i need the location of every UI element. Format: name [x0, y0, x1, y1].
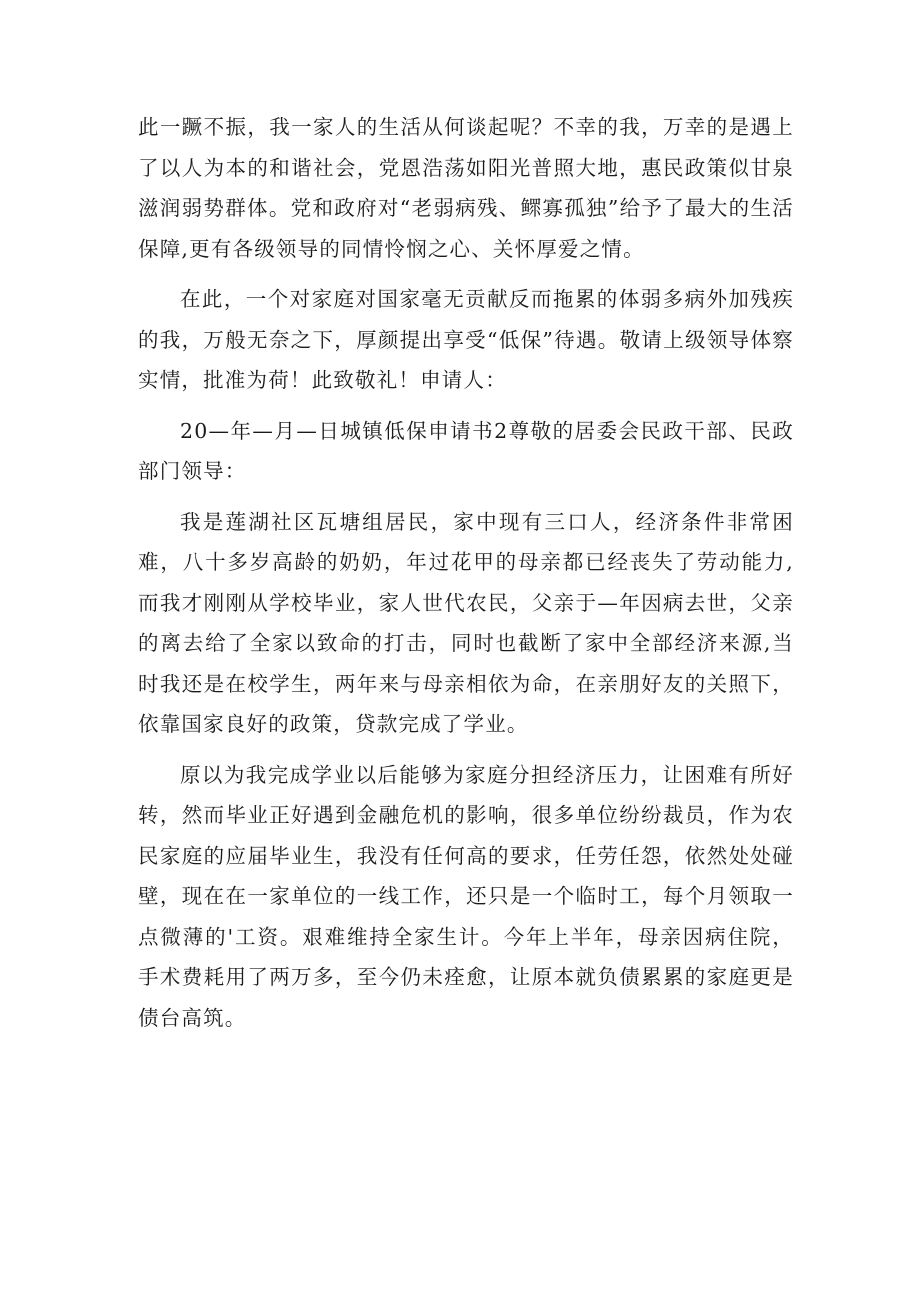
paragraph-4: 我是莲湖社区瓦塘组居民，家中现有三口人，经济条件非常困难，八十多岁高龄的奶奶，年过花甲的母亲都已经丧失了劳动能力,而我才刚刚从学校毕业，家人世代农民，父亲于—年因病去世，父亲的离去给了全家以致命的打击，同时也截断了家中全部经济来源,当时我还是在校学生，两年来与母亲相依为命，在亲朋好友的关照下，依靠国家良好的政策，贷款完成了学业。	[138, 509, 794, 736]
paragraph-5: 原以为我完成学业以后能够为家庭分担经济压力，让困难有所好转，然而毕业正好遇到金融危机的影响，很多单位纷纷裁员，作为农民家庭的应届毕业生，我没有任何高的要求，任劳任怨，依然处处碰壁，现在在一家单位的一线工作，还只是一个临时工，每个月领取一点微薄的'工资。艰难维持全家生计。今年上半年，母亲因病住院，手术费耗用了两万多，至今仍未痊愈，让原本就负债累累的家庭更是债台高筑。	[138, 762, 794, 1030]
paragraph-2: 在此，一个对家庭对国家毫无贡献反而拖累的体弱多病外加残疾的我，万般无奈之下，厚颜提出享受“低保”待遇。敬请上级领导体察实情，批准为荷！此致敬礼！申请人：	[138, 287, 794, 392]
document-body	[138, 107, 794, 1048]
paragraph-1: 此一蹶不振，我一家人的生活从何谈起呢？不幸的我，万幸的是遇上了以人为本的和谐社会，党恩浩荡如阳光普照大地，惠民政策似甘泉滋润弱势群体。党和政府对“老弱病残、鳏寡孤独”给予了最大的生活保障,更有各级领导的同情怜悯之心、关怀厚爱之情。	[138, 115, 794, 261]
paragraph-3: 20—年—月—日城镇低保申请书2尊敬的居委会民政干部、民政部门领导：	[138, 418, 794, 483]
